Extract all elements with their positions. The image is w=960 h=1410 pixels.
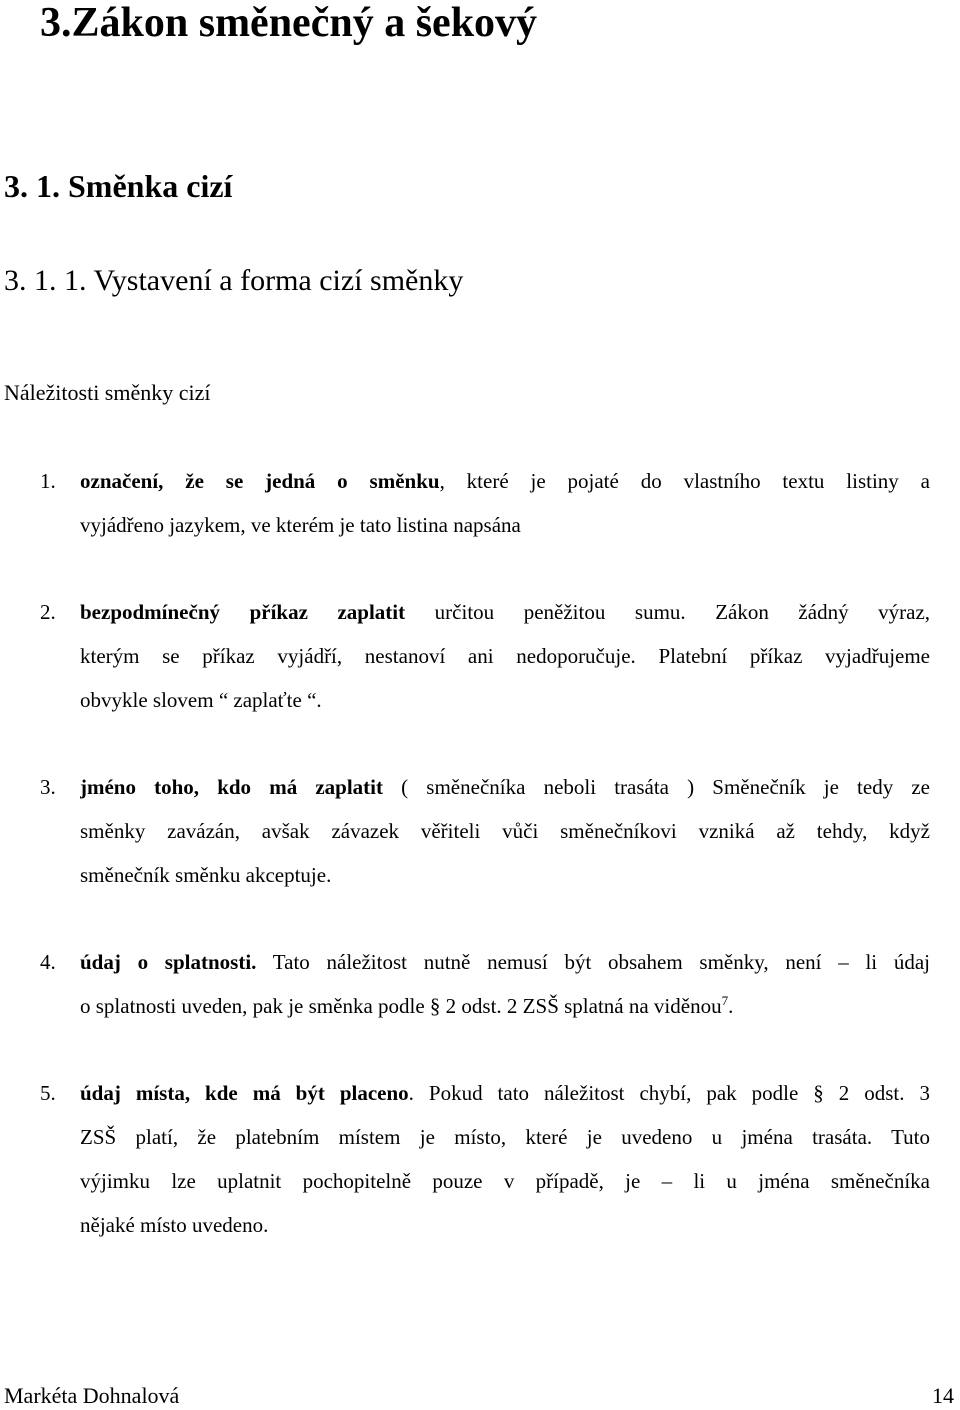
list-item-line <box>80 510 930 540</box>
item-number: 3. <box>40 775 56 799</box>
list-item-line <box>80 947 930 977</box>
line-text: o splatnosti uveden, pak je směnka podle § 2 odst. 2 ZSŠ splatná na viděnou <box>80 994 722 1018</box>
page-number: 14 <box>932 1383 954 1408</box>
bold-term: údaj místa, kde má být placeno <box>80 1081 409 1105</box>
line-text: určitou peněžitou sumu. Zákon žádný výraz, <box>405 600 930 624</box>
line-text: nějaké místo uvedeno. <box>80 1213 269 1237</box>
line-text: ZSŠ platí, že platebním místem je místo, které je uvedeno u jména trasáta. Tuto <box>80 1125 930 1149</box>
line-text-end: . <box>728 994 734 1018</box>
footnote-marker[interactable]: 7 <box>721 993 729 1008</box>
item-number: 2. <box>40 600 56 624</box>
list-item-line <box>80 685 930 715</box>
line-text: . Pokud tato náležitost chybí, pak podle § 2 odst. 3 <box>408 1081 930 1105</box>
list-item-line <box>80 466 930 496</box>
list-item-line <box>80 772 930 802</box>
line-text: směnky zavázán, avšak závazek věřiteli vůči směnečníkovi vzniká až tehdy, když <box>80 819 930 843</box>
subsection-heading: 3. 1. 1. Vystavení a forma cizí směnky <box>4 264 464 297</box>
item-number: 4. <box>40 950 56 974</box>
list-item-line <box>80 816 930 846</box>
list-item-line <box>80 991 930 1021</box>
line-text: směnečník směnku akceptuje. <box>80 863 332 887</box>
section-heading: 3. 1. Směnka cizí <box>4 168 233 204</box>
list-item-line <box>80 1122 930 1152</box>
list-item-line <box>80 1166 930 1196</box>
bold-term: bezpodmínečný příkaz zaplatit <box>80 600 406 624</box>
footer-divider <box>0 1380 960 1381</box>
list-item-line <box>80 597 930 627</box>
item-number: 5. <box>40 1081 56 1105</box>
page-title: 3.Zákon směnečný a šekový <box>40 0 538 46</box>
bold-term: údaj o splatnosti. <box>80 950 257 974</box>
footer-author: Markéta Dohnalová <box>4 1383 180 1408</box>
bold-term: jméno toho, kdo má zaplatit <box>80 775 384 799</box>
line-text: Tato náležitost nutně nemusí být obsahem směnky, není – li údaj <box>256 950 930 974</box>
line-text: , které je pojaté do vlastního textu listiny a <box>439 469 930 493</box>
list-heading: Náležitosti směnky cizí <box>4 380 211 405</box>
line-text: vyjádřeno jazykem, ve kterém je tato listina napsána <box>80 513 521 537</box>
line-text: kterým se příkaz vyjádří, nestanoví ani nedoporučuje. Platební příkaz vyjadřujeme <box>80 644 930 668</box>
bold-term: označení, že se jedná o směnku <box>80 469 440 493</box>
list-item-line <box>80 1210 930 1240</box>
list-item-line <box>80 641 930 671</box>
item-number: 1. <box>40 469 56 493</box>
line-text: ( směnečníka neboli trasáta ) Směnečník je tedy ze <box>383 775 930 799</box>
line-text: obvykle slovem “ zaplaťte “. <box>80 688 322 712</box>
list-item-line <box>80 1078 930 1108</box>
line-text: výjimku lze uplatnit pochopitelně pouze v případě, je – li u jména směnečníka <box>80 1169 930 1193</box>
list-item-line <box>80 860 930 890</box>
